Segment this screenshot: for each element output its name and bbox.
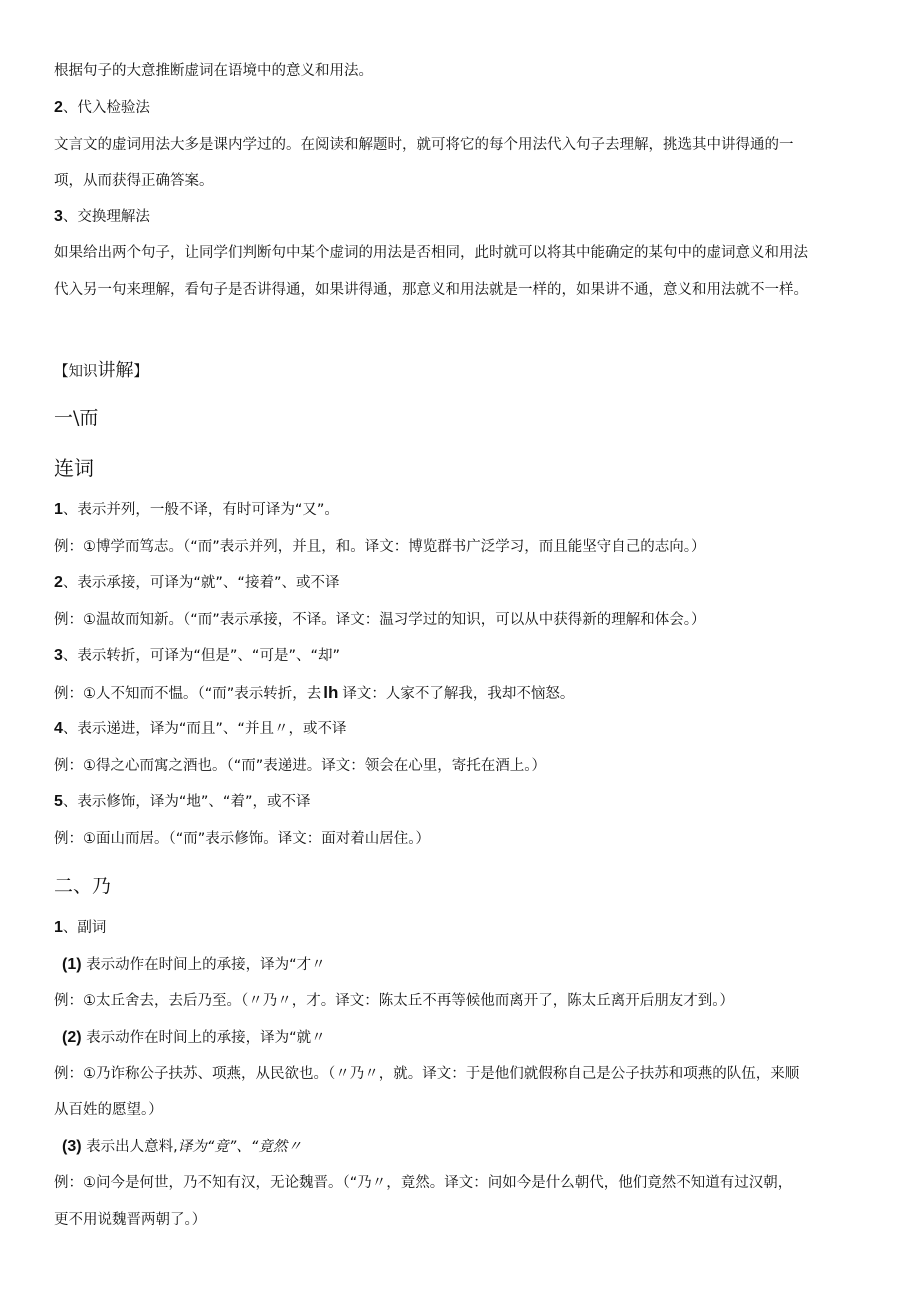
paren-number: (2) (62, 1029, 82, 1046)
section-heading-er: 一\而 (54, 407, 99, 429)
bracket-close: 】 (133, 364, 148, 380)
method-2-text-cont: 项，从而获得正确答案。 (54, 173, 214, 189)
bracket-open: 【知识 (54, 364, 98, 380)
nai-example-2-cont: 从百姓的愿望。） (54, 1102, 163, 1118)
item-title: 、副词 (62, 920, 107, 936)
item-number: 4 (54, 720, 63, 737)
er-example-2: 例：①温故而知新。（“而”表示承接，不译。译文：温习学过的知识，可以从中获得新的理解和体会。） (54, 612, 706, 628)
method-title: 、代入检验法 (62, 100, 150, 116)
er-item-3 (54, 646, 340, 666)
nai-sub-heading (54, 918, 106, 938)
paren-number: (1) (62, 956, 82, 973)
nai-item-2 (62, 1028, 326, 1048)
paren-number: (3) (62, 1138, 82, 1155)
item-number: 2 (54, 574, 63, 591)
item-number: 5 (54, 793, 63, 810)
er-item-2 (54, 573, 339, 593)
nai-example-3: 例：①问今是何世，乃不知有汉，无论魏晋。（“乃〃，竟然。译文：问如今是什么朝代，他们竟然不知道有过汉朝， (54, 1175, 793, 1191)
item-title: 、表示递进，译为“而且”、“并且〃，或不译 (62, 721, 347, 737)
method-title: 、交换理解法 (62, 209, 150, 225)
nai-item-1 (62, 955, 326, 975)
nai-item-3 (62, 1137, 302, 1157)
item-title-italic: 译为“竟”、“竟然〃 (177, 1139, 302, 1155)
method-2-heading (54, 98, 150, 118)
subheading-conjunction: 连词 (54, 456, 94, 480)
er-example-4: 例：①得之心而寓之酒也。（“而”表递进。译文：领会在心里，寄托在酒上。） (54, 758, 547, 774)
item-number: 1 (54, 501, 63, 518)
method-number: 2 (54, 99, 63, 116)
method-3-heading (54, 207, 150, 227)
method-3-text-cont: 代入另一句来理解，看句子是否讲得通，如果讲得通，那意义和用法就是一样的，如果讲不通，意义和用法就不一样。 (54, 282, 808, 298)
example-text: 例：①人不知而不愠。（“而”表示转折，去 (54, 686, 322, 702)
nai-example-3-cont: 更不用说魏晋两朝了。） (54, 1212, 207, 1228)
method-3-text: 如果给出两个句子，让同学们判断句中某个虚词的用法是否相同，此时就可以将其中能确定的某句中的虚词意义和用法 (54, 245, 808, 261)
nai-example-2: 例：①乃诈称公子扶苏、项燕，从民欲也。（〃乃〃，就。译文：于是他们就假称自己是公子扶苏和项燕的队伍，来顺 (54, 1066, 800, 1082)
nai-example-1: 例：①太丘舍去，去后乃至。（〃乃〃，才。译文：陈太丘不再等候他而离开了，陈太丘离开后朋友才到。） (54, 993, 734, 1009)
item-title: 、表示并列，一般不译，有时可译为“又”。 (62, 502, 339, 518)
item-title: 、表示转折，可译为“但是”、“可是”、“却” (62, 648, 340, 664)
intro-line: 根据句子的大意推断虚词在语境中的意义和用法。 (54, 63, 373, 79)
method-2-text: 文言文的虚词用法大多是课内学过的。在阅读和解题时，就可将它的每个用法代入句子去理解，挑选其中讲得通的一 (54, 137, 794, 153)
knowledge-heading (54, 358, 148, 385)
er-item-1 (54, 500, 339, 520)
example-glyph: lh (323, 683, 339, 702)
section-heading-nai: 二、乃 (54, 875, 112, 897)
item-title: 、表示修饰，译为“地”、“着”，或不译 (62, 794, 311, 810)
method-number: 3 (54, 208, 63, 225)
item-title: 表示动作在时间上的承接，译为“才〃 (86, 957, 326, 973)
item-title: 、表示承接，可译为“就”、“接着”、或不译 (62, 575, 340, 591)
er-example-5: 例：①面山而居。（“而”表示修饰。译文：面对着山居住。） (54, 831, 431, 847)
knowledge-title: 讲解 (97, 360, 134, 381)
er-item-4 (54, 719, 346, 739)
item-title: 表示出人意料, (86, 1139, 178, 1155)
example-text: 译文：人家不了解我，我却不恼怒。 (342, 686, 575, 702)
item-title: 表示动作在时间上的承接，译为“就〃 (86, 1030, 326, 1046)
er-item-5 (54, 792, 310, 812)
item-number: 1 (54, 919, 63, 936)
er-example-3 (54, 683, 574, 704)
item-number: 3 (54, 647, 63, 664)
er-example-1: 例：①博学而笃志。（“而”表示并列，并且，和。译文：博览群书广泛学习，而且能坚守自己的志向。） (54, 539, 706, 555)
